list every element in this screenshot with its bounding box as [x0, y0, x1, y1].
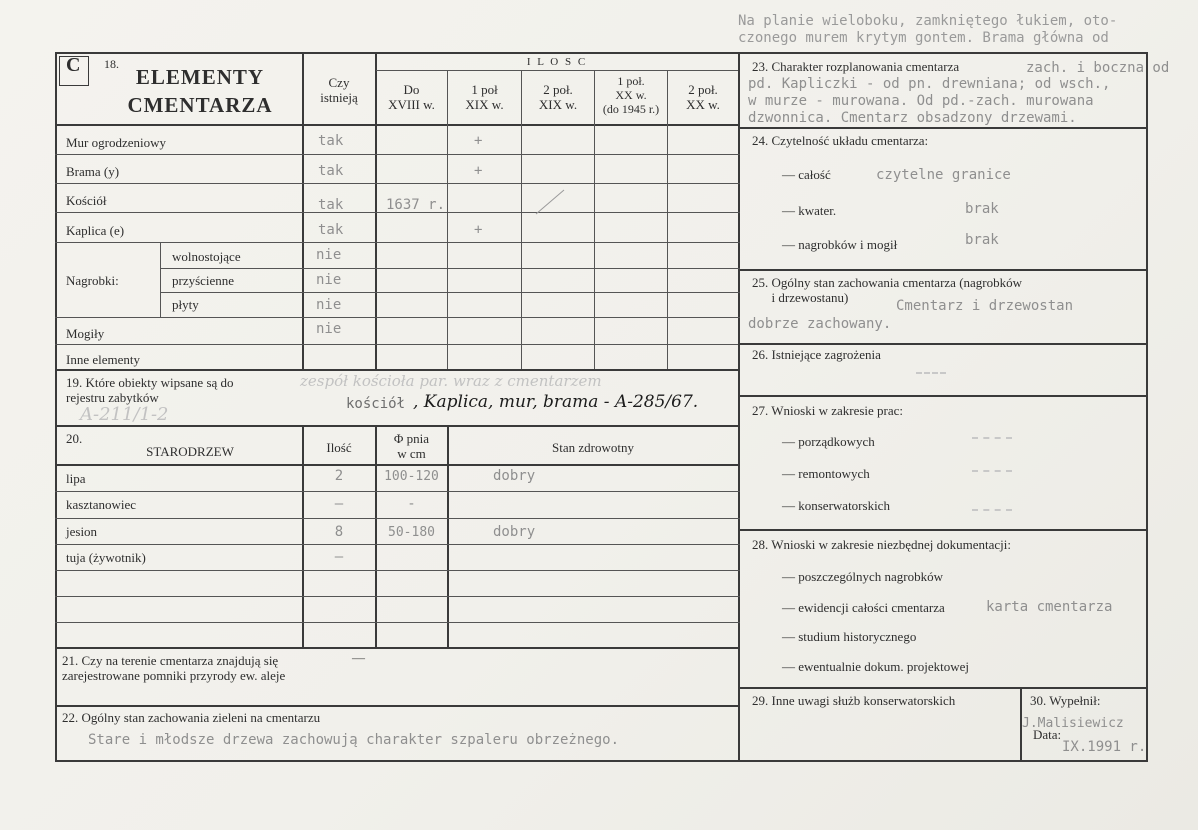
- top-note-line-2: czonego murem krytym gontem. Brama główna od: [738, 30, 1109, 46]
- section-21-value: —: [352, 650, 365, 665]
- period-header-3: 2 poł. XIX w.: [538, 82, 578, 112]
- date-value: IX.1991 r.: [1062, 739, 1147, 755]
- section-26-bottom: [738, 395, 1148, 397]
- section-28-label: 28. Wnioski w zakresie niezbędnej dokumentacji:: [752, 537, 1011, 552]
- section-18-bottom: [55, 369, 740, 371]
- nagrobki-type-label: płyty: [172, 297, 199, 312]
- section-23-label: 23. Charakter rozplanowania cmentarza: [752, 59, 960, 74]
- section-27-item: — konserwatorskich: [782, 498, 890, 513]
- section-19-handwritten: , Kaplica, mur, brama - A-285/67.: [413, 392, 699, 412]
- section-22-value: Stare i młodsze drzewa zachowują charakter szpaleru obrzeżnego.: [88, 732, 620, 748]
- tree-name: lipa: [66, 471, 86, 486]
- section-28-value: karta cmentarza: [986, 599, 1113, 615]
- section-21-label: 21. Czy na terenie cmentarza znajdują się zarejestrowane pomniki przyrody ew. aleje: [62, 653, 286, 683]
- title-line-2: CMENTARZA: [127, 93, 273, 117]
- section-30-label: 30. Wypełnił:: [1030, 693, 1101, 708]
- period-header-1: Do XVIII w.: [388, 82, 435, 112]
- tree-header-bottom: [55, 464, 740, 466]
- top-note-line-1: Na planie wieloboku, zamkniętego łukiem, oto-: [738, 13, 1118, 29]
- card-letter: C: [66, 54, 82, 76]
- row-rule-8: [55, 344, 740, 345]
- section-24-item-value: czytelne granice: [876, 167, 1011, 183]
- tree-rule-2: [55, 518, 740, 519]
- nagrobki-exists: nie: [316, 297, 342, 313]
- nagrobki-type-label: przyścienne: [172, 273, 235, 288]
- filled-by-name: J.Malisiewicz: [1022, 716, 1124, 731]
- starodrzew-header: STARODRZEW: [146, 444, 234, 459]
- empty-mark: [972, 509, 1012, 511]
- nagrobki-exists: nie: [316, 247, 342, 263]
- section-18-number: 18.: [104, 57, 119, 71]
- header-bottom-rule: [55, 124, 740, 126]
- section-20-number: 20.: [66, 431, 83, 446]
- tree-rule-6: [55, 622, 740, 623]
- section-19-faint-number: A-211/1-2: [80, 404, 169, 425]
- element-mark: +: [474, 133, 483, 149]
- section-23-bottom: [738, 127, 1148, 129]
- element-exists: tak: [318, 222, 344, 238]
- section-27-item: — porządkowych: [782, 434, 875, 449]
- section-28-item: — poszczególnych nagrobków: [782, 569, 944, 584]
- mogily-label: Mogiły: [66, 326, 105, 341]
- element-label: Kościół: [66, 193, 107, 208]
- section-28-item: — studium historycznego: [782, 629, 917, 644]
- section-19-bottom: [55, 425, 740, 427]
- tree-count: 2: [334, 468, 344, 484]
- section-19-faint-note: zespół kościoła par. wraz z cmentarzem: [300, 372, 602, 390]
- nagrobki-divider: [160, 242, 161, 317]
- section-22-label: 22. Ogólny stan zachowania zieleni na cmentarzu: [62, 710, 321, 725]
- tree-diameter: -: [407, 496, 416, 512]
- section-25-label: 25. Ogólny stan zachowania cmentarza (nagrobków i drzewostanu): [752, 275, 1023, 305]
- ilosc-header: I L O S C: [526, 56, 588, 68]
- tree-count: —: [334, 496, 344, 512]
- tree-name: jesion: [66, 524, 98, 539]
- row-rule-4: [55, 242, 740, 243]
- section-28-bottom: [738, 687, 1148, 689]
- element-label: Kaplica (e): [66, 223, 125, 238]
- section-24-bottom: [738, 269, 1148, 271]
- empty-mark: [916, 372, 946, 374]
- period-header-4: 1 poł. XX w. (do 1945 r.): [602, 74, 660, 116]
- tree-diameter: 50-180: [388, 525, 435, 540]
- section-23-text-1: zach. i boczna od: [1026, 60, 1170, 76]
- section-23-text-2: pd. Kapliczki - od pn. drewniana; od wsch.,: [748, 76, 1111, 92]
- section-25-bottom: [738, 343, 1148, 345]
- section-19-typed: kościół: [346, 396, 406, 412]
- element-mark: +: [474, 163, 483, 179]
- tree-health-header: Stan zdrowotny: [552, 440, 634, 455]
- section-24-item-value: brak: [965, 201, 999, 217]
- section-25-value-2: dobrze zachowany.: [748, 316, 892, 332]
- tree-name: kasztanowiec: [66, 497, 137, 512]
- date-label: Data:: [1033, 727, 1062, 742]
- empty-mark: [972, 470, 1012, 472]
- mogily-exists: nie: [316, 321, 342, 337]
- tree-count: 8: [334, 524, 344, 540]
- tree-name: tuja (żywotnik): [66, 550, 146, 565]
- row-rule-7: [55, 317, 740, 318]
- tree-rule-3: [55, 544, 740, 545]
- section-24-item-label: — kwater.: [782, 203, 837, 218]
- element-exists: tak: [318, 133, 344, 149]
- tree-count: —: [334, 549, 344, 565]
- tree-health: dobry: [493, 524, 536, 540]
- section-28-item: — ewentualnie dokum. projektowej: [782, 659, 970, 674]
- pencil-stroke-icon: [530, 186, 570, 216]
- col-divider-2: [521, 70, 522, 370]
- ilosc-rule: [376, 70, 738, 71]
- tree-diameter-header: Φ pnia w cm: [393, 431, 430, 461]
- section-24-label: 24. Czytelność układu cmentarza:: [752, 133, 929, 148]
- row-rule-5: [160, 268, 740, 269]
- section-24-item-value: brak: [965, 232, 999, 248]
- tree-col-divider-3: [447, 425, 449, 647]
- period-header-5: 2 poł. XX w.: [686, 82, 720, 112]
- tree-diameter: 100-120: [384, 469, 439, 484]
- section-25-value-1: Cmentarz i drzewostan: [896, 298, 1074, 314]
- tree-rule-1: [55, 491, 740, 492]
- element-date: 1637 r.: [386, 197, 446, 213]
- tree-health: dobry: [493, 468, 536, 484]
- row-rule-1: [55, 154, 740, 155]
- nagrobki-type-label: wolnostojące: [172, 249, 241, 264]
- tree-count-header: Ilość: [326, 440, 352, 455]
- section-29-label: 29. Inne uwagi służb konserwatorskich: [752, 693, 956, 708]
- element-label: Brama (y): [66, 164, 120, 179]
- col-divider-1: [447, 70, 448, 370]
- col-divider-4: [667, 70, 668, 370]
- section-19-label: 19. Które obiekty wipsane są do rejestru zabytków: [66, 375, 234, 405]
- tree-rule-5: [55, 596, 740, 597]
- period-header-2: 1 poł XIX w.: [465, 82, 504, 112]
- section-24-item-label: — nagrobków i mogił: [782, 237, 898, 252]
- nagrobki-label: Nagrobki:: [66, 273, 119, 288]
- section-27-bottom: [738, 529, 1148, 531]
- section-27-item: — remontowych: [782, 466, 870, 481]
- section-26-label: 26. Istniejące zagrożenia: [752, 347, 881, 362]
- section-24-item-label: — całość: [782, 167, 831, 182]
- inne-label: Inne elementy: [66, 352, 140, 367]
- element-exists: tak: [318, 163, 344, 179]
- element-label: Mur ogrodzeniowy: [66, 135, 167, 150]
- nagrobki-exists: nie: [316, 272, 342, 288]
- section-28-item: — ewidencji całości cmentarza: [782, 600, 945, 615]
- title-line-1: ELEMENTY: [135, 65, 265, 89]
- element-exists: tak: [318, 197, 344, 213]
- empty-mark: [972, 437, 1012, 439]
- row-rule-2: [55, 183, 740, 184]
- exists-header: Czy istnieją: [320, 75, 358, 105]
- section-23-text-4: dzwonnica. Cmentarz obsadzony drzewami.: [748, 110, 1077, 126]
- section-20-bottom: [55, 647, 740, 649]
- element-mark: +: [474, 222, 483, 238]
- section-23-text-3: w murze - murowana. Od pd.-zach. murowana: [748, 93, 1094, 109]
- section-27-label: 27. Wnioski w zakresie prac:: [752, 403, 904, 418]
- tree-rule-4: [55, 570, 740, 571]
- row-rule-6: [160, 292, 740, 293]
